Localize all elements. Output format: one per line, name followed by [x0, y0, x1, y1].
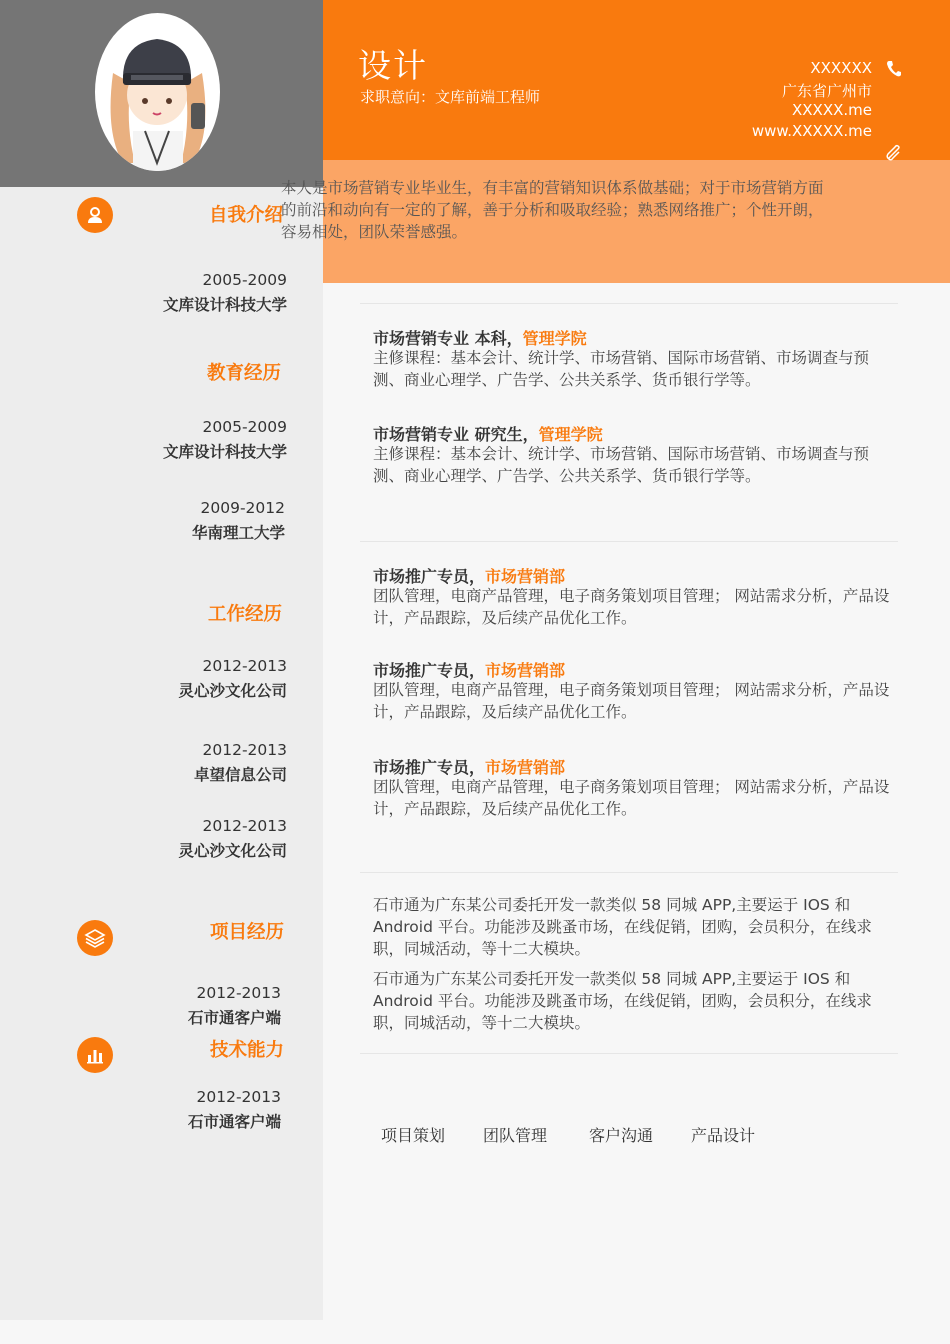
- education-entry-body: 主修课程：基本会计、统计学、市场营销、国际市场营销、市场调查与预测、商业心理学、广告学、公共关系学、货币银行学等。: [373, 349, 870, 389]
- contact-email: XXXXX.me: [792, 101, 872, 119]
- skill-item: 产品设计: [691, 1126, 756, 1145]
- work-entry-title: 市场推广专员，市场营销部: [373, 758, 566, 777]
- divider: [360, 1053, 898, 1054]
- education-date: 2005-2009: [202, 418, 287, 436]
- project-description: 石市通为广东某公司委托开发一款类似 58 同城 APP,主要运于 IOS 和 Android 平台。功能涉及跳蚤市场，在线促销，团购，会员积分，在线求职，同城活动，等十二大模块。: [373, 970, 872, 1032]
- education-entry-body: 主修课程：基本会计、统计学、市场营销、国际市场营销、市场调查与预测、商业心理学、广告学、公共关系学、货币银行学等。: [373, 445, 870, 485]
- work-entry-title: 市场推广专员，市场营销部: [373, 567, 566, 586]
- divider: [360, 541, 898, 542]
- candidate-name: 设计: [358, 46, 428, 85]
- work-org: 灵心沙文化公司: [178, 682, 287, 700]
- work-entry-title: 市场推广专员，市场营销部: [373, 661, 566, 680]
- education-org: 华南理工大学: [191, 524, 285, 542]
- intro-text: 本人是市场营销专业毕业生，有丰富的营销知识体系做基础；对于市场营销方面的前沿和动向有一定的了解，善于分析和吸取经验；熟悉网络推广；个性开朗，容易相处，团队荣誉感强。: [281, 179, 824, 241]
- phone-icon: [886, 60, 902, 82]
- skills-org: 石市通客户端: [187, 1113, 281, 1131]
- project-date: 2012-2013: [196, 984, 281, 1002]
- skills-date: 2012-2013: [196, 1088, 281, 1106]
- contact-phone: XXXXXX: [810, 59, 872, 77]
- education-org: 文库设计科技大学: [162, 443, 287, 461]
- education-title: 教育经历: [207, 363, 282, 384]
- intro-entry-org: 文库设计科技大学: [162, 296, 287, 314]
- skills-title: 技术能力: [210, 1040, 285, 1061]
- work-entry-body: 团队管理，电商产品管理，电子商务策划项目管理； 网站需求分析，产品设计，产品跟踪，及后续产品优化工作。: [373, 587, 890, 627]
- skill-item: 项目策划: [381, 1126, 446, 1145]
- job-objective: 求职意向：文库前端工程师: [360, 88, 541, 106]
- avatar: [95, 13, 220, 171]
- user-icon: [77, 197, 113, 233]
- work-entry-body: 团队管理，电商产品管理，电子商务策划项目管理； 网站需求分析，产品设计，产品跟踪，及后续产品优化工作。: [373, 778, 890, 818]
- bar-chart-icon: [77, 1037, 113, 1073]
- work-entry-body: 团队管理，电商产品管理，电子商务策划项目管理； 网站需求分析，产品设计，产品跟踪，及后续产品优化工作。: [373, 681, 890, 721]
- work-date: 2012-2013: [202, 741, 287, 759]
- education-date: 2009-2012: [200, 499, 285, 517]
- work-date: 2012-2013: [202, 817, 287, 835]
- project-description: 石市通为广东某公司委托开发一款类似 58 同城 APP,主要运于 IOS 和 Android 平台。功能涉及跳蚤市场，在线促销，团购，会员积分，在线求职，同城活动，等十二大模块。: [373, 896, 872, 958]
- contact-address: 广东省广州市: [781, 82, 872, 100]
- paperclip-icon: [885, 144, 903, 166]
- project-org: 石市通客户端: [187, 1009, 281, 1027]
- contact-website: www.XXXXX.me: [751, 122, 872, 140]
- intro-entry-date: 2005-2009: [202, 271, 287, 289]
- skill-item: 客户沟通: [589, 1126, 654, 1145]
- work-org: 卓望信息公司: [193, 766, 287, 784]
- work-date: 2012-2013: [202, 657, 287, 675]
- layers-icon: [77, 920, 113, 956]
- intro-title: 自我介绍: [209, 205, 284, 226]
- divider: [360, 303, 898, 304]
- education-entry-title: 市场营销专业 本科，管理学院: [373, 329, 587, 348]
- work-title: 工作经历: [208, 604, 283, 625]
- skill-item: 团队管理: [483, 1126, 548, 1145]
- divider: [360, 872, 898, 873]
- work-org: 灵心沙文化公司: [178, 842, 287, 860]
- projects-title: 项目经历: [210, 922, 285, 943]
- education-entry-title: 市场营销专业 研究生，管理学院: [373, 425, 603, 444]
